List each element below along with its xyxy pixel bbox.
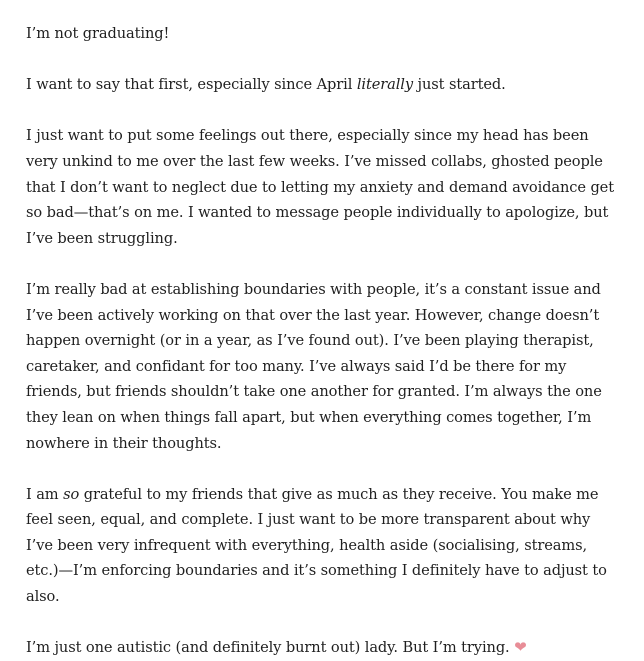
paragraph-trying	[26, 635, 618, 661]
paragraph-feelings: I just want to put some feelings out there, especially since my head has been very unkind to me over the last few weeks. I’ve missed collabs, ghosted people that I don’t want to neglect due to letting my anxiety and demand avoidance get so bad—that’s on me. I wanted to message people individually to apologize, but I’ve been struggling.	[26, 127, 614, 247]
text-segment: I am	[26, 485, 64, 503]
paragraph-not-graduating: I’m not graduating!	[26, 25, 170, 42]
text-segment: grateful to my friends that give as much as they receive. You make me feel seen, equal, and complete. I just want to be more transparent about why I’ve been very infrequent with everything, health aside (socialising, streams, etc.)—I’m enforcing boundaries and it’s something I definitely have to adjust to also.	[26, 485, 607, 606]
heart-icon: ❤	[514, 638, 527, 657]
text-segment: I want to say that first, especially since April	[26, 76, 357, 94]
emphasis-literally: literally	[356, 76, 414, 94]
text-segment: I’m just one autistic (and definitely burnt out) lady. But I’m trying.	[26, 639, 510, 657]
paragraph-april	[26, 72, 618, 98]
paragraph-boundaries: I’m really bad at establishing boundaries with people, it’s a constant issue and I’ve been actively working on that over the last year. However, change doesn’t happen overnight (or in a year, as I’ve found out). I’ve been playing therapist, caretaker, and confidant for too many. I’ve always said I’d be there for my friends, but friends shouldn’t take one another for granted. I’m always the one they lean on when things fall apart, but when everything comes together, I’m nowhere in their thoughts.	[26, 280, 602, 452]
paragraph-grateful	[26, 482, 618, 610]
text-segment: just started.	[413, 76, 506, 94]
emphasis-so: so	[63, 485, 80, 503]
